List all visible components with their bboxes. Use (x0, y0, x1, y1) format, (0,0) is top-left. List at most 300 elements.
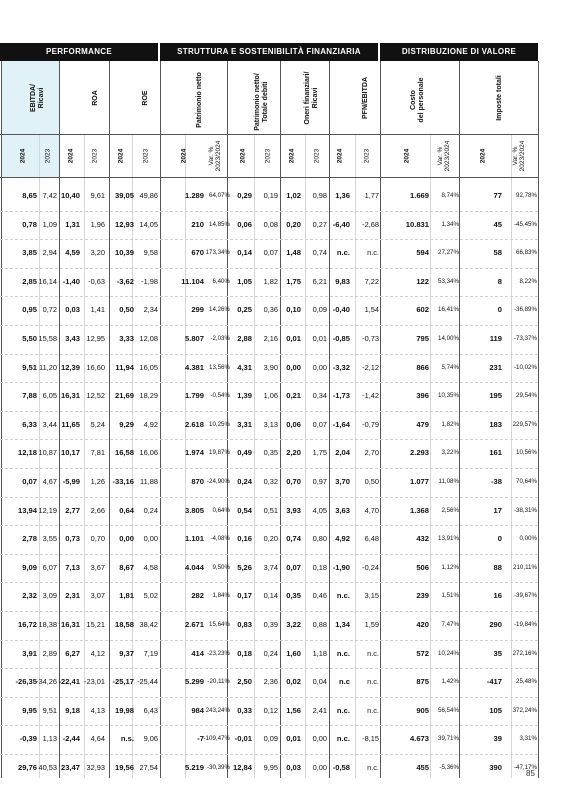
metric-header: Oneri finanziari/ Ricavi (304, 71, 319, 125)
table-cell: 1,77 (364, 191, 379, 200)
table-cell: 1,34% (441, 220, 459, 228)
table-cell: 239 (416, 591, 429, 601)
table-cell: 0,09 (263, 734, 278, 744)
table-cell: 372,24% (512, 706, 537, 714)
table-cell: n.c. (336, 591, 350, 601)
table-cell: 455 (416, 763, 429, 772)
table-cell: 2,36 (263, 677, 278, 687)
table-cell: 0,00% (519, 535, 537, 543)
table-cell: 173,34% (205, 249, 230, 257)
table-cell: 0,16 (237, 534, 252, 544)
table-cell: -47,17% (513, 764, 537, 771)
table-cell: 602 (416, 305, 429, 315)
table-cell: 18,38 (38, 620, 57, 629)
table-cell: 18,58 (114, 620, 134, 629)
table-cell: 2,85 (22, 276, 37, 286)
table-cell: -73,37% (513, 335, 537, 342)
table-cell: 122 (416, 276, 429, 286)
table-cell: 7,19 (143, 648, 158, 658)
table-cell: 6,07 (42, 562, 57, 572)
table-cell: 6,43 (143, 705, 158, 715)
table-cell: 10,56% (516, 449, 537, 457)
table-cell: -36,89% (513, 306, 537, 314)
table-cell: 1,48 (286, 248, 301, 258)
column-divider (538, 61, 539, 778)
table-cell: -25,17 (112, 677, 134, 687)
table-cell: 0,12 (263, 705, 278, 715)
table-cell: 7,47% (441, 621, 459, 628)
table-cell: 390 (489, 763, 502, 772)
table-cell: 2,77 (65, 505, 80, 515)
row-separator (0, 640, 538, 641)
table-cell: 1,75 (286, 276, 301, 286)
table-cell: 14,85% (209, 220, 230, 228)
table-cell: -1,42 (362, 391, 379, 401)
table-cell: 5.299 (184, 677, 204, 687)
table-cell: 1,60 (286, 648, 301, 658)
table-cell: 7,13 (65, 562, 80, 572)
table-cell: 16,58 (114, 448, 134, 458)
table-cell: 9,95 (263, 763, 278, 772)
year-header: 2024 (479, 148, 487, 164)
table-cell: 594 (416, 248, 429, 258)
table-cell: n.c. (367, 248, 379, 258)
table-cell: 70,64% (516, 478, 537, 485)
table-cell: -0,01 (234, 734, 252, 744)
table-cell: 39 (493, 734, 502, 744)
table-cell: 2,89 (42, 648, 57, 658)
table-cell: 3,31 (237, 419, 252, 429)
table-cell: 0,74 (312, 248, 327, 258)
table-cell: -0,39 (19, 734, 37, 744)
table-cell: 243,24% (205, 706, 230, 714)
table-cell: 905 (416, 705, 429, 715)
table-cell: 0,20 (286, 219, 301, 229)
table-cell: 4,12 (90, 648, 105, 658)
table-cell: -2,03% (210, 335, 230, 342)
table-cell: 27,27% (438, 249, 459, 257)
table-cell: 13,56% (209, 363, 230, 371)
table-cell: 11.104 (181, 276, 204, 286)
table-cell: 2,88 (237, 334, 252, 343)
table-cell: 7,22 (364, 276, 379, 286)
year-header: 2024 (403, 148, 411, 164)
table-cell: 11,20 (39, 362, 57, 372)
table-cell: 0,19 (263, 191, 278, 200)
table-cell: 2,50 (237, 677, 252, 687)
table-cell: n.c. (336, 705, 350, 715)
table-cell: 0,07 (312, 419, 327, 429)
table-cell: 1,54 (364, 305, 379, 315)
table-cell: 3,22 (286, 620, 301, 629)
table-cell: 0,98 (312, 191, 327, 200)
table-cell: 3,93 (286, 505, 301, 515)
table-cell: 0,50 (364, 477, 379, 486)
row-separator (0, 697, 538, 698)
table-cell: 14,05 (139, 219, 158, 229)
table-cell: 5,24 (90, 419, 105, 429)
table-cell: 0,29 (237, 191, 252, 200)
table-cell: 0,20 (263, 534, 278, 544)
table-cell: 0,10 (286, 305, 301, 315)
table-cell: -0,63 (88, 276, 105, 286)
table-cell: 39,71% (438, 735, 459, 743)
table-cell: 0,06 (237, 219, 252, 229)
table-cell: 3,63 (335, 505, 350, 515)
table-cell: 10,39 (114, 248, 134, 258)
table-cell: -1,73 (332, 391, 350, 401)
table-cell: 7,88 (22, 391, 37, 401)
table-cell: 0,03 (65, 305, 80, 315)
table-cell: 35 (493, 648, 502, 658)
table-cell: 11,08% (438, 478, 459, 485)
table-cell: 9,50% (212, 563, 230, 571)
table-cell: 0,39 (263, 620, 278, 629)
table-cell: 572 (416, 648, 429, 658)
table-cell: -0,24 (362, 562, 379, 572)
table-cell: 1,12% (441, 563, 459, 571)
table-cell: -1,64 (332, 419, 350, 429)
table-cell: 6,33 (22, 419, 37, 429)
table-cell: 16,72 (17, 620, 37, 629)
table-cell: 229,57% (512, 420, 537, 428)
section-header: DISTRIBUZIONE DI VALORE (380, 43, 538, 61)
table-cell: -30,39% (206, 764, 230, 771)
table-cell: 2,32 (22, 591, 37, 601)
table-cell: 0 (497, 305, 502, 315)
table-cell: 12,08 (139, 334, 158, 343)
table-cell: 58 (493, 248, 502, 258)
section-header: PERFORMANCE (0, 43, 158, 61)
table-cell: 3,22% (441, 449, 459, 457)
table-cell: 0,08 (263, 219, 278, 229)
table-cell: 14,26% (209, 306, 230, 314)
year-header: 2023 (313, 148, 321, 164)
row-separator (0, 382, 538, 383)
table-cell: 0,00 (286, 362, 301, 372)
table-cell: 12,39 (60, 362, 80, 372)
table-cell: 4.381 (184, 362, 204, 372)
table-cell: n.c. (367, 763, 379, 772)
table-cell: 0,02 (286, 677, 301, 687)
table-cell: 56,54% (438, 706, 459, 714)
row-separator (0, 239, 538, 240)
table-cell: 0,01 (286, 734, 301, 744)
table-cell: 16,41% (438, 306, 459, 314)
table-cell: 5.807 (184, 334, 204, 343)
table-cell: 2,70 (364, 448, 379, 458)
table-cell: 1,26 (90, 477, 105, 486)
table-cell: 64,07% (209, 192, 230, 199)
table-cell: -6,40 (332, 219, 350, 229)
table-cell: 1,13 (42, 734, 57, 744)
table-cell: -3,62 (116, 276, 134, 286)
table-cell: 414 (191, 648, 204, 658)
table-cell: -25,44 (137, 677, 158, 687)
table-cell: 1,06 (263, 391, 278, 401)
table-cell: 9,83 (335, 276, 350, 286)
table-cell: 3.805 (184, 505, 204, 515)
table-cell: n.s. (120, 734, 134, 744)
table-cell: n.c. (336, 734, 350, 744)
year-header: 2024 (239, 148, 247, 164)
table-cell: 8,22% (519, 277, 537, 285)
table-cell: 0,70 (90, 534, 105, 544)
table-cell: 0,80 (312, 534, 327, 544)
table-cell: 396 (416, 391, 429, 401)
table-cell: 1,42% (441, 678, 459, 686)
table-cell: 3,43 (65, 334, 80, 343)
header-divider (0, 134, 538, 135)
table-cell: 875 (416, 677, 429, 687)
table-cell: 3,33 (119, 334, 134, 343)
table-cell: 7,81 (90, 448, 105, 458)
table-cell: 9,37 (119, 648, 134, 658)
table-cell: 12,18 (17, 448, 37, 458)
table-cell: 9,51 (42, 705, 57, 715)
metric-header: Patrimonio netto/ Totale debiti (254, 73, 269, 131)
row-separator (0, 325, 538, 326)
table-cell: -19,84% (513, 621, 537, 628)
table-cell: -8,15 (362, 734, 379, 744)
page-number: 85 (526, 769, 535, 778)
table-cell: 21,69 (114, 391, 134, 401)
table-cell: 105 (489, 705, 502, 715)
table-cell: -2,44 (62, 734, 80, 744)
metric-header: ROA (92, 90, 99, 106)
table-cell: -23,23% (206, 649, 230, 657)
year-header: 2023 (142, 148, 150, 164)
table-cell: 2,34 (143, 305, 158, 315)
table-cell: 2,16 (263, 334, 278, 343)
table-cell: -3,32 (332, 362, 350, 372)
table-cell: 3,70 (335, 477, 350, 486)
table-cell: 1,51% (441, 592, 459, 600)
table-cell: 210,11% (513, 563, 537, 571)
table-cell: 1,18 (312, 648, 327, 658)
table-cell: 19,98 (114, 705, 134, 715)
year-header: 2023 (44, 148, 52, 164)
table-cell: 2,56% (441, 506, 459, 514)
table-cell: 272,16% (512, 649, 537, 657)
table-cell: 4,59 (65, 248, 80, 258)
table-cell: 10,87 (38, 448, 57, 458)
table-cell: 432 (416, 534, 429, 544)
table-cell: 0,03 (286, 763, 301, 772)
table-cell: 13,94 (17, 505, 37, 515)
row-separator (0, 668, 538, 669)
table-cell: 0,07 (22, 477, 37, 486)
year-header: 2024 (336, 148, 344, 164)
table-cell: -5,36% (439, 764, 459, 771)
table-cell: 479 (416, 419, 429, 429)
table-cell: 1,82 (263, 276, 278, 286)
table-cell: 32,93 (86, 763, 105, 772)
table-cell: 40,53 (38, 763, 57, 772)
table-cell: 5,74% (441, 363, 459, 371)
year-header: 2023 (91, 148, 99, 164)
table-cell: 0,01 (286, 334, 301, 343)
table-cell: 1,09 (42, 219, 57, 229)
table-cell: 39,05 (114, 191, 134, 200)
table-cell: 2,31 (65, 591, 80, 601)
row-separator (0, 754, 538, 755)
table-cell: -24,90% (206, 478, 230, 485)
table-cell: 8,65 (22, 191, 37, 200)
table-cell: 23,47 (60, 763, 80, 772)
table-cell: 3,13 (263, 419, 278, 429)
table-cell: 10,35% (438, 392, 459, 400)
table-cell: 53,34% (438, 277, 459, 285)
table-cell: -1,40 (62, 276, 80, 286)
table-cell: 3,09 (42, 591, 57, 601)
table-cell: 183 (489, 419, 502, 429)
table-cell: 0,74 (286, 534, 301, 544)
table-cell: 3,55 (42, 534, 57, 544)
table-cell: 3,31% (519, 735, 537, 743)
table-cell: 19,56 (114, 763, 134, 772)
table-cell: -45,45% (513, 220, 537, 228)
table-cell: 16,06 (139, 448, 158, 458)
table-cell: 29,76 (17, 763, 37, 772)
table-cell: 0,33 (237, 705, 252, 715)
table-cell: 0,49 (237, 448, 252, 458)
table-cell: -20,11% (207, 678, 230, 686)
table-cell: 210 (191, 219, 204, 229)
table-cell: 231 (489, 362, 502, 372)
table-cell: n.c. (367, 677, 379, 687)
table-cell: 45 (493, 219, 502, 229)
table-cell: 5,26 (237, 562, 252, 572)
table-cell: 6,21 (312, 276, 327, 286)
table-cell: 0,00 (312, 763, 327, 772)
table-cell: 0,27 (312, 219, 327, 229)
table-cell: 12,95 (86, 334, 105, 343)
row-separator (0, 354, 538, 355)
table-cell: 66,83% (516, 249, 537, 257)
table-cell: 0,97 (312, 477, 327, 486)
table-cell: 0,32 (263, 477, 278, 486)
table-cell: 0,18 (237, 648, 252, 658)
table-cell: 5.219 (184, 763, 204, 772)
table-cell: 670 (191, 248, 204, 258)
table-cell: 1,41 (90, 305, 105, 315)
metric-header: PFN/EBITDA (362, 77, 369, 119)
table-cell: 29,54% (516, 392, 537, 400)
table-cell: 0,21 (286, 391, 301, 401)
table-cell: 4,70 (364, 505, 379, 515)
metric-header: ROE (142, 90, 149, 106)
table-cell: 7,42 (42, 191, 57, 200)
table-cell: 195 (489, 391, 502, 401)
metric-header: EBITDA/ Ricavi (30, 84, 45, 112)
table-cell: 1.368 (409, 505, 429, 515)
table-cell: 0,17 (237, 591, 252, 601)
table-cell: 12,84 (232, 763, 252, 772)
table-cell: 0,78 (22, 219, 37, 229)
table-cell: 9,51 (22, 362, 37, 372)
table-cell: 10.831 (405, 219, 429, 229)
table-cell: 0,07 (286, 562, 301, 572)
table-cell: 11,65 (61, 419, 80, 429)
table-cell: 16,14 (38, 276, 57, 286)
table-cell: 1,96 (90, 219, 105, 229)
table-cell: 4,05 (312, 505, 327, 515)
table-cell: 25,48% (516, 678, 537, 686)
table-cell: 9,61 (90, 191, 105, 200)
table-cell: 15,21 (86, 620, 105, 629)
table-cell: 0,35 (263, 448, 278, 458)
table-cell: 4.044 (184, 562, 204, 572)
table-cell: 0,07 (263, 248, 278, 258)
table-cell: 0,06 (286, 419, 301, 429)
table-cell: 9,06 (143, 734, 158, 744)
table-cell: 2,94 (42, 248, 57, 258)
table-cell: 984 (191, 705, 204, 715)
table-cell: 6,05 (42, 391, 57, 401)
table-cell: 9,58 (143, 248, 158, 258)
table-cell: 0,36 (263, 305, 278, 315)
table-cell: 6,27 (65, 648, 80, 658)
table-cell: 9,09 (22, 562, 37, 572)
table-cell: 4.673 (409, 734, 429, 744)
body-top-rule (0, 177, 538, 178)
table-cell: 3,74 (263, 562, 278, 572)
table-cell: 11,94 (115, 362, 134, 372)
table-cell: 0,00 (312, 734, 327, 744)
table-cell: -0,79 (362, 419, 379, 429)
table-cell: 12,19 (38, 505, 57, 515)
table-cell: 1.289 (184, 191, 204, 200)
table-cell: 0,64% (212, 506, 230, 514)
row-separator (0, 439, 538, 440)
row-separator (0, 268, 538, 269)
table-cell: 12,52 (86, 391, 105, 401)
table-cell: -33,16 (112, 477, 134, 486)
table-cell: 2,66 (90, 505, 105, 515)
table-cell: 16,60 (86, 362, 105, 372)
year-header: 2024 (117, 148, 125, 164)
table-cell: 0,34 (312, 391, 327, 401)
table-cell: 1,59 (364, 620, 379, 629)
table-cell: 1.077 (409, 477, 429, 486)
table-cell: 77 (493, 191, 502, 200)
table-cell: 88 (493, 562, 502, 572)
row-separator (0, 611, 538, 612)
table-cell: 1,39 (237, 391, 252, 401)
table-cell: 299 (191, 305, 204, 315)
table-cell: 0,00 (143, 534, 158, 544)
table-cell: n.c (339, 677, 350, 687)
table-cell: -34,26 (36, 677, 57, 687)
table-cell: 2.618 (184, 419, 204, 429)
table-cell: 1,84% (212, 592, 230, 600)
table-cell: 2,20 (286, 448, 301, 458)
table-cell: 9,18 (65, 705, 80, 715)
table-cell: -2,12 (362, 362, 379, 372)
table-cell: -10,02% (513, 363, 537, 371)
table-cell: 3,20 (90, 248, 105, 258)
table-cell: 17 (493, 505, 502, 515)
table-cell: 16,31 (60, 620, 80, 629)
table-cell: 1,34 (335, 620, 350, 629)
table-cell: 0,54 (237, 505, 252, 515)
table-cell: 4,67 (42, 477, 57, 486)
table-cell: 0,18 (312, 562, 327, 572)
table-cell: -1,90 (332, 562, 350, 572)
table-cell: 4,31 (237, 362, 252, 372)
row-separator (0, 554, 538, 555)
